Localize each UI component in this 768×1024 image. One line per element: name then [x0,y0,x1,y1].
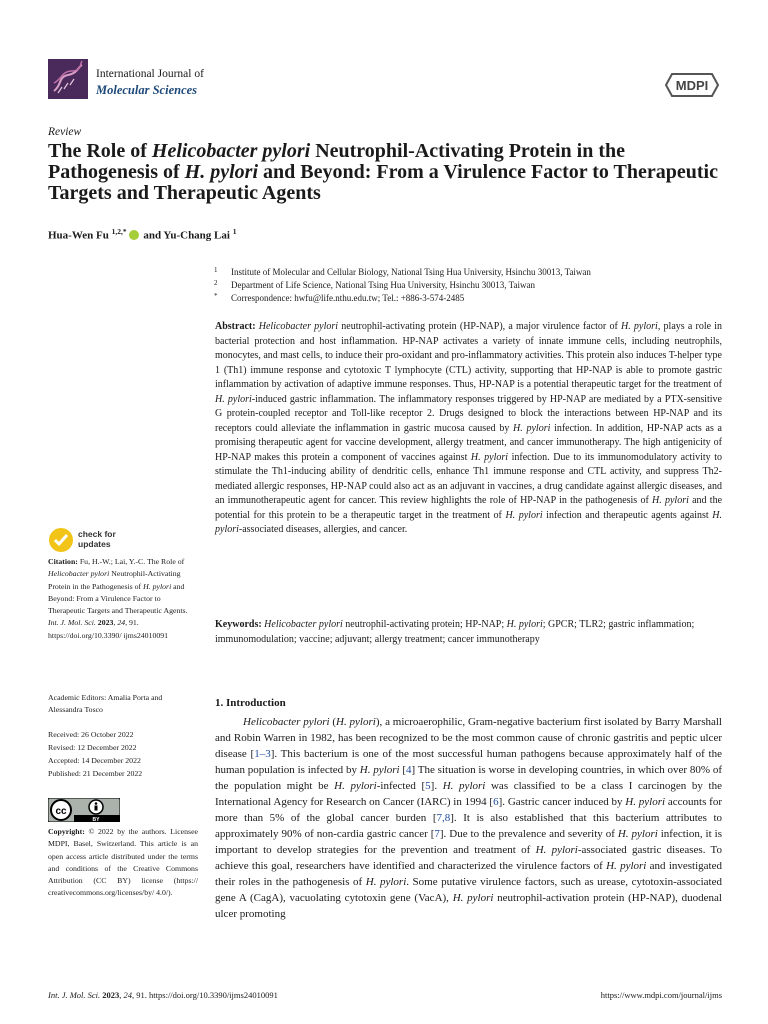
species-name: H. pylori [365,876,407,888]
revised-date: Revised: 12 December 2022 [48,743,137,752]
journal-name-line1: International Journal of [96,68,204,80]
species-name: H. pylori [617,828,658,840]
section-heading: 1. Introduction [215,697,286,709]
accepted-date: Accepted: 14 December 2022 [48,756,141,765]
species-name: H. pylori [442,780,486,792]
received-date: Received: 26 October 2022 [48,730,134,739]
check-label-1: check for [78,529,116,539]
body-text: infection, it is important to develop strategies for the prevention and treatment of [215,828,722,856]
body-text: ), a microaerophilic, Gram-negative bacterium first isolated by Barry Marshall and Robin Warren in 1982, has been recognized to be the most common cause of chronic gastritis and peptic ulcer disease [ [215,716,722,760]
copyright-notice: Copyright: © 2022 by the authors. Licensee MDPI, Basel, Switzerland. This article is an open access article distributed under the terms and conditions of the Creative Commons Attribution (CC BY) license (https:// creativecommons.org/licenses/by/ 4.0/). [48,827,198,898]
body-text: [ [399,764,407,776]
body-text: neutrophil-activation protein (HP-NAP), duodenal ulcer promoting [215,892,722,920]
body-text: ]. It is also established that this bacterium attributes to approximately 90% of non-cardia gastric cancer [ [215,812,723,840]
footer-citation: Int. J. Mol. Sci. 2023, 24, 91. https://doi.org/10.3390/ijms24010091 [48,990,278,1000]
cc-by-license-icon[interactable] [48,798,120,822]
body-text: ( [329,716,337,728]
check-updates-icon [48,527,74,553]
species-name: H. pylori [625,796,666,808]
body-text: ]. [430,780,443,792]
citation-link[interactable]: 7 [434,828,440,840]
svg-text:MDPI: MDPI [675,78,709,93]
citation-link[interactable]: 6 [493,796,499,808]
author-list: Hua-Wen Fu $^{1,2,*}$ and Yu-Chang Lai $^1$ [48,227,237,242]
body-text: . Some putative virulence factors, such as urease, cytotoxin-associated gene A (CagA), vacuolating cytotoxin gene (VacA), [215,876,722,904]
check-for-updates-badge[interactable] [48,527,198,553]
citation: Citation: Fu, H.-W.; Lai, Y.-C. The Role of Helicobacter pylori Neutrophil-Activating Protein in the Pathogenesis of H. pylori and Beyond: From a Virulence Factor to Therapeutic Targets and Therapeutic Agents. Int. J. Mol. Sci. 2023, 24, 91. https://doi.org/10.3390/ ijms24010091 [48,557,188,640]
check-label-2: updates [78,539,111,549]
citation-link[interactable]: 5 [425,780,431,792]
species-name: H. pylori [334,780,377,792]
abstract: Abstract: Helicobacter pylori neutrophil-activating protein (HP-NAP), a major virulence factor of H. pylori, plays a role in bacterial protection and host inflammation. HP-NAP activates a variety of innate immune cells, including neutrophils, monocytes, and mast cells, to induce their pro-oxidant and pro-inflammatory activities. This protein also induces T-helper type 1 (Th1) immune response and cytotoxic T lymphocyte (CTL) activity, supporting that HP-NAP is able to promote gastric inflammation by activation of adaptive immune responses. Thus, HP-NAP is a potential therapeutic target for the treatment of H. pylori-induced gastric inflammation. The inflammatory responses triggered by HP-NAP are mediated by a PTX-sensitive G protein-coupled receptor and Toll-like receptor 2. Drugs designed to block the interactions between HP-NAP and its receptors could alleviate the inflammation in gastric mucosa caused by H. pylori infection. In addition, HP-NAP acts as a promising therapeutic agent for vaccine development, allergy treatment, and cancer immunotherapy. The high antigenicity of HP-NAP makes this protein a component of vaccines against H. pylori infection. Due to its immunomodulatory activity to stimulate the Th1-inducing ability of dendritic cells, enhance Th1 immune response and CTL activity, and suppress Th2-mediated allergic responses, HP-NAP could also act as an adjuvant in vaccines, a drug candidate against allergic diseases, and an immunotherapeutic agent for cancer. This review highlights the role of HP-NAP in the pathogenesis of H. pylori and the potential for this protein to be a therapeutic target in the treatment of H. pylori infection and therapeutic agents against H. pylori-associated diseases, allergies, and cancer. [215,321,723,535]
species-name: H. pylori [336,716,376,728]
body-text: was classified to be a class I carcinogen by the International Agency for Research on Cancer (IARC) in 1994 [ [215,780,722,808]
citation-link[interactable]: 1–3 [254,748,271,760]
body-text: ] The situation is worse in developing countries, in which over 80% of the population might be [215,764,723,792]
published-date: Published: 21 December 2022 [48,769,143,778]
body-text: and investigated their roles in the pathogenesis of [215,860,722,888]
keywords: Keywords: Helicobacter pylori neutrophil-activating protein; HP-NAP; H. pylori; GPCR; TLR2; gastric inflammation; immunomodulation; vaccine; adjuvant; allergy treatment; cancer immunotherapy [215,619,695,645]
species-name: H. pylori [359,764,400,776]
footer-journal-link[interactable]: https://www.mdpi.com/journal/ijms [600,990,722,1000]
journal-name-line2: Molecular Sciences [96,83,198,97]
academic-editors: Academic Editors: Amalia Porta and Alessandra Tosco [48,693,163,715]
body-text: -infected [ [376,780,426,792]
body-text: -associated gastric diseases. To achieve this goal, researchers have identified and characterized the virulence factors of [215,844,722,872]
citation-link[interactable]: 7,8 [436,812,451,824]
body-text: ]. This bacterium is one of the most successful human pathogens because approximately half of the human population is infected by [215,748,722,776]
intro-paragraph [215,714,722,922]
mdpi-logo-icon [662,72,722,98]
species-name: H. pylori [606,860,647,872]
svg-text:cc: cc [55,806,67,817]
body-text: ]. Due to the prevalence and severity of [439,828,618,840]
body-text: accounts for more than 5% of the global cancer burden [ [215,796,722,824]
body-text: ]. Gastric cancer induced by [498,796,626,808]
article-type: Review [48,126,82,138]
orcid-icon[interactable] [129,230,139,240]
citation-link[interactable]: 4 [406,764,412,776]
journal-logo-icon [48,59,88,99]
species-name: H. pylori [452,892,494,904]
species-name: Helicobacter pylori [243,716,330,728]
species-name: H. pylori [535,844,578,856]
article-title: The Role of Helicobacter pylori Neutrophil-Activating Protein in the Pathogenesis of H. pylori and Beyond: From a Virulence Factor to Therapeutic Targets and Therapeutic Agents [48,140,718,204]
svg-text:BY: BY [92,817,100,822]
